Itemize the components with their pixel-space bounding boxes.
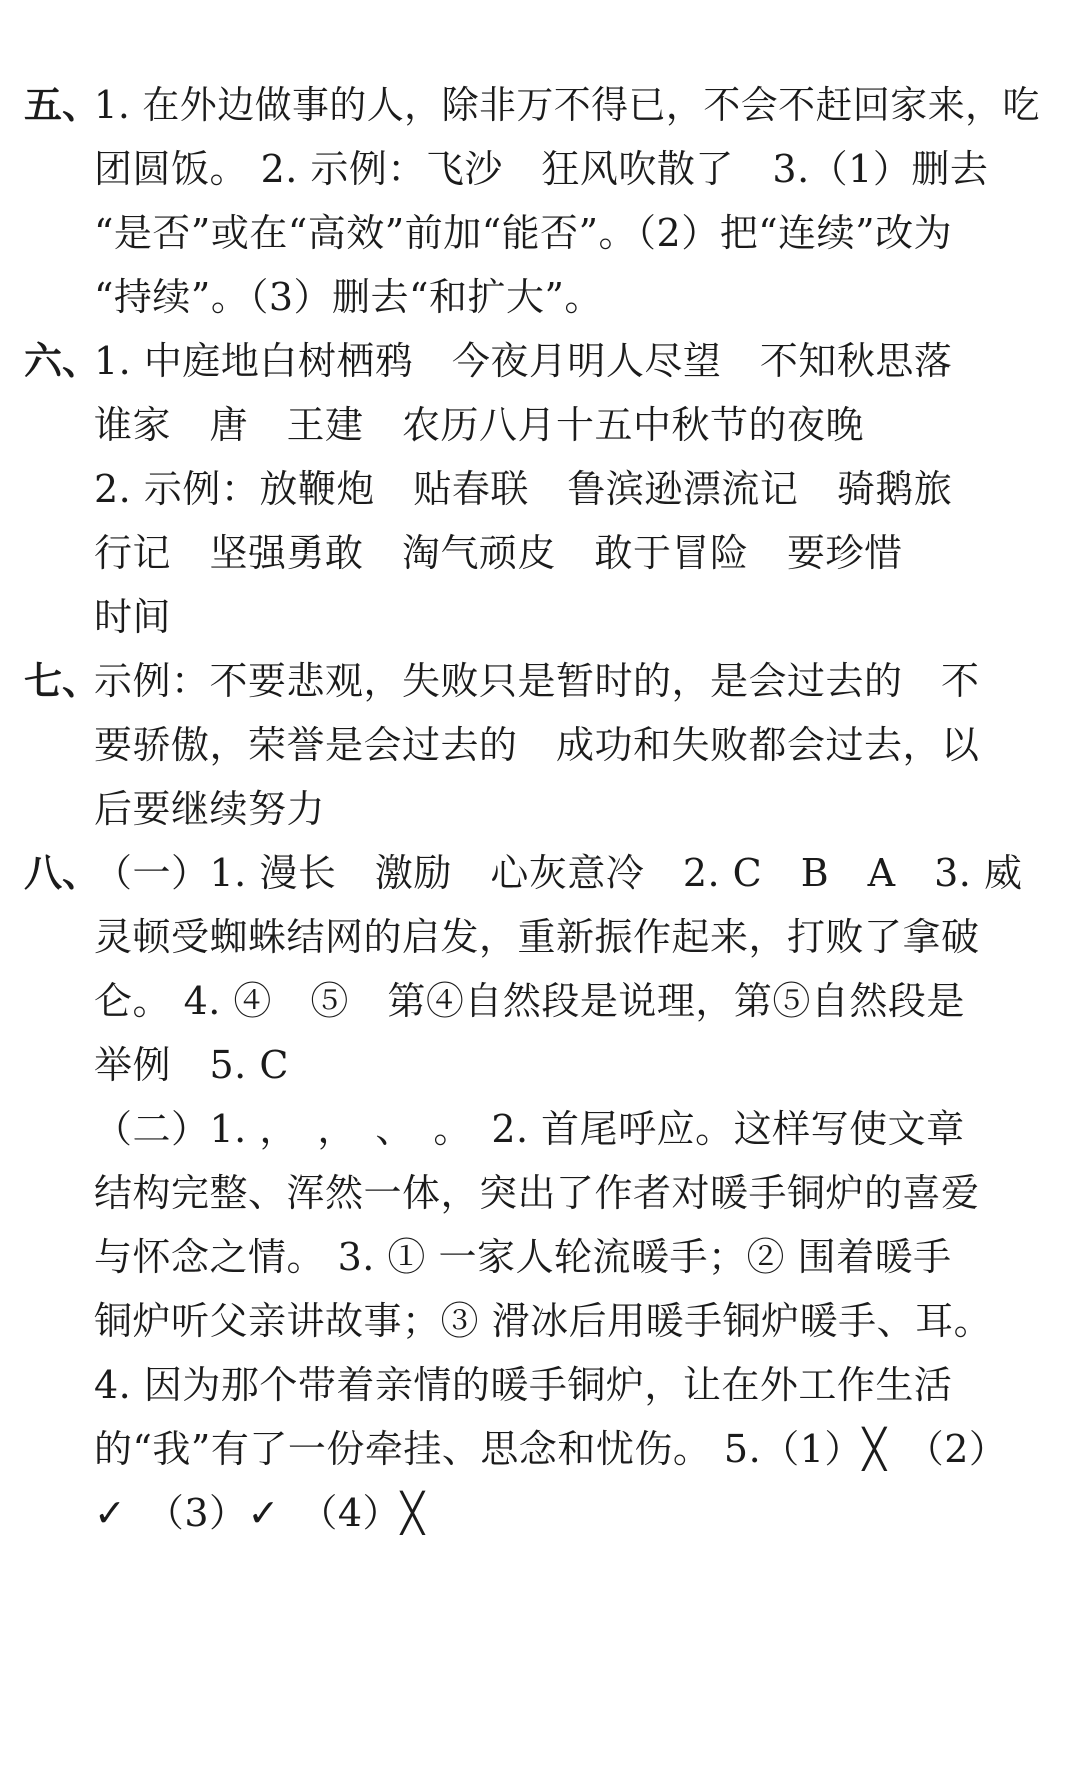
answer-line: “持续”。（3）删去“和扩大”。 [94,275,603,319]
answer-line: 灵顿受蜘蛛结网的启发，重新振作起来，打败了拿破 [94,915,980,959]
answer-line: 行记 坚强勇敢 淘气顽皮 敢于冒险 要珍惜 [94,531,903,575]
answer-line: 铜炉听父亲讲故事；③ 滑冰后用暖手铜炉暖手、耳。 [94,1299,993,1343]
answer-line: ✓ （3）✓ （4）╳ [94,1491,425,1535]
answer-line: “是否”或在“高效”前加“能否”。（2）把“连续”改为 [94,211,953,255]
answer-line: 1. 在外边做事的人，除非万不得已，不会不赶回家来，吃 [94,83,1040,127]
section-marker-5: 五、 [24,83,101,127]
answer-line: 谁家 唐 王建 农历八月十五中秋节的夜晚 [94,403,865,447]
answer-line: 与怀念之情。 3. ① 一家人轮流暖手；② 围着暖手 [94,1235,952,1279]
answer-line: 时间 [94,595,172,639]
answer-line: （一）1. 漫长 激励 心灰意冷 2. C B A 3. 威 [94,851,1023,895]
section-marker-7: 七、 [24,659,101,703]
answer-line: 团圆饭。 2. 示例：飞沙 狂风吹散了 3.（1）删去 [94,147,989,191]
section-marker-8: 八、 [24,851,101,895]
answer-line: 1. 中庭地白树栖鸦 今夜月明人尽望 不知秋思落 [94,339,953,383]
answer-line: 举例 5. C [94,1043,289,1087]
answer-line: 4. 因为那个带着亲情的暖手铜炉，让在外工作生活 [94,1363,953,1407]
answer-line: 2. 示例：放鞭炮 贴春联 鲁滨逊漂流记 骑鹅旅 [94,467,953,511]
answer-line: （二）1. ， ， 、 。 2. 首尾呼应。这样写使文章 [94,1107,965,1151]
answer-line: 要骄傲，荣誉是会过去的 成功和失败都会过去，以 [94,723,980,767]
answer-line: 示例：不要悲观，失败只是暂时的，是会过去的 不 [94,659,980,703]
section-marker-6: 六、 [24,339,101,383]
answer-line: 后要继续努力 [94,787,326,831]
answer-line: 仑。 4. ④ ⑤ 第④自然段是说理，第⑤自然段是 [94,979,965,1023]
answer-line: 结构完整、浑然一体，突出了作者对暖手铜炉的喜爱 [94,1171,980,1215]
answer-line: 的“我”有了一份牵挂、思念和忧伤。 5.（1）╳ （2） [94,1427,1008,1471]
